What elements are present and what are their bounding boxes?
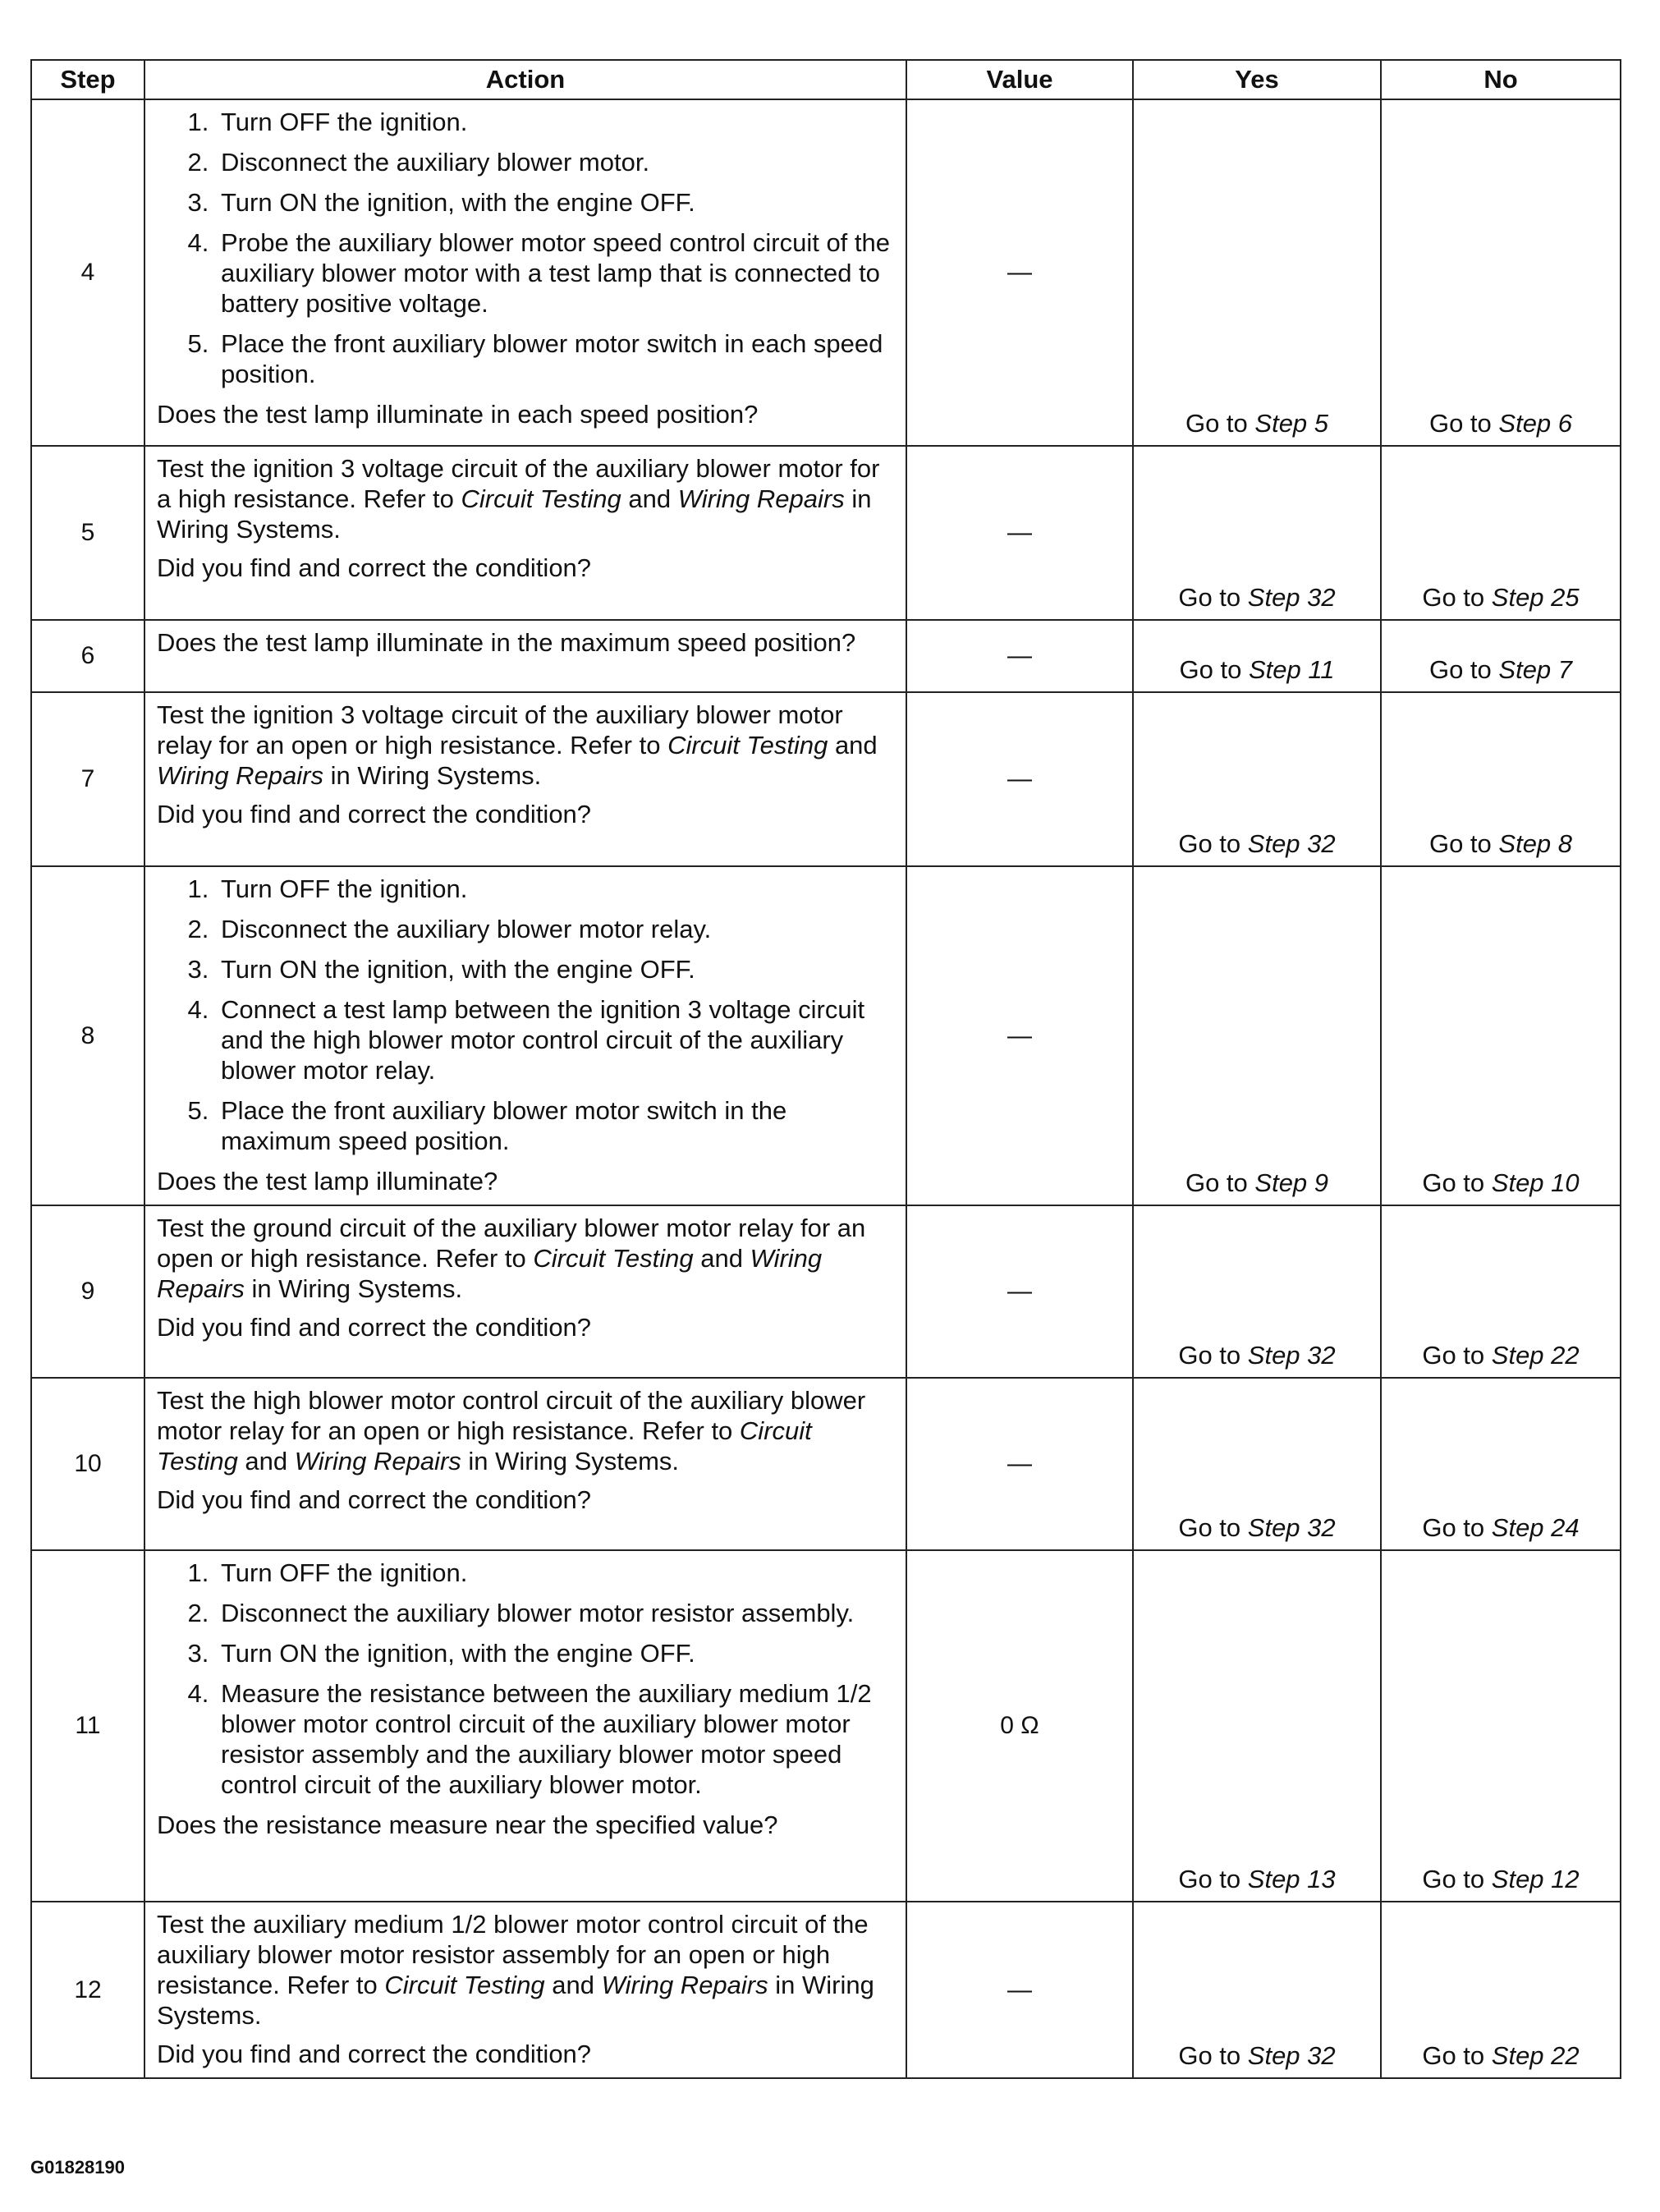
- table-row: [31, 99, 1621, 446]
- no-target-step: Step 10: [1491, 1168, 1580, 1197]
- circuit-testing-reference: Circuit Testing: [667, 731, 828, 760]
- action-question: Does the test lamp illuminate in the maximum speed position?: [157, 628, 856, 657]
- circuit-testing-reference: Circuit Testing: [157, 1416, 812, 1475]
- action-step-list: [157, 874, 894, 1156]
- action-step-item: 1. Turn OFF the ignition.: [216, 1558, 894, 1588]
- yes-cell: [1133, 1378, 1381, 1550]
- table-row: [31, 1205, 1621, 1378]
- action-step-item: 4. Connect a test lamp between the ignition 3 voltage circuit and the high blower motor control circuit of the auxiliary blower motor relay.: [216, 994, 894, 1085]
- no-cell: [1381, 1902, 1621, 2078]
- description-text: in Wiring Systems.: [244, 1274, 463, 1303]
- table-row: [31, 692, 1621, 866]
- no-cell: [1381, 1550, 1621, 1902]
- description-text: and: [693, 1244, 750, 1273]
- action-step-item: 3. Turn ON the ignition, with the engine OFF.: [216, 1638, 894, 1668]
- go-to-label: Go to: [1178, 829, 1241, 858]
- table-header-row: [31, 60, 1621, 99]
- step-number: 8: [31, 866, 144, 1205]
- step-number: 11: [31, 1550, 144, 1902]
- go-to-label: Go to: [1428, 409, 1492, 438]
- yes-cell: [1133, 99, 1381, 446]
- action-step-item: 1. Turn OFF the ignition.: [216, 107, 894, 137]
- yes-target-step: Step 11: [1248, 655, 1335, 684]
- no-cell: [1381, 692, 1621, 866]
- yes-target-step: Step 13: [1247, 1865, 1336, 1893]
- yes-cell: [1133, 1550, 1381, 1902]
- action-step-item: 2. Disconnect the auxiliary blower motor resistor assembly.: [216, 1598, 894, 1628]
- action-question: Does the test lamp illuminate in each speed position?: [157, 400, 759, 429]
- description-text: in Wiring Systems.: [461, 1447, 680, 1475]
- action-step-item: 5. Place the front auxiliary blower motor switch in the maximum speed position.: [216, 1095, 894, 1156]
- value-cell: —: [906, 1378, 1133, 1550]
- go-to-label: Go to: [1422, 583, 1485, 612]
- yes-target-step: Step 32: [1247, 1341, 1336, 1370]
- action-cell: [144, 1550, 906, 1902]
- action-question: Does the resistance measure near the specified value?: [157, 1810, 778, 1839]
- no-cell: [1381, 1378, 1621, 1550]
- yes-target-step: Step 32: [1247, 583, 1336, 612]
- yes-cell: [1133, 866, 1381, 1205]
- go-to-label: Go to: [1422, 1513, 1485, 1542]
- no-target-step: Step 24: [1491, 1513, 1580, 1542]
- diagnostic-table-container: [30, 59, 1620, 2079]
- action-cell: [144, 620, 906, 692]
- no-target-step: Step 22: [1491, 2041, 1580, 2070]
- action-step-item: 2. Disconnect the auxiliary blower motor.: [216, 147, 894, 177]
- yes-target-step: Step 9: [1254, 1168, 1329, 1197]
- action-step-item: 5. Place the front auxiliary blower motor switch in each speed position.: [216, 328, 894, 389]
- no-cell: [1381, 446, 1621, 620]
- no-cell: [1381, 620, 1621, 692]
- wiring-repairs-reference: Wiring Repairs: [601, 1971, 768, 1999]
- action-cell: [144, 446, 906, 620]
- no-target-step: Step 8: [1498, 829, 1573, 858]
- value-cell: 0 Ω: [906, 1550, 1133, 1902]
- yes-target-step: Step 32: [1247, 1513, 1336, 1542]
- wiring-repairs-reference: Wiring Repairs: [157, 761, 323, 790]
- table-row: [31, 1550, 1621, 1902]
- action-description: [157, 700, 894, 791]
- no-cell: [1381, 99, 1621, 446]
- action-question: Did you find and correct the condition?: [157, 2040, 592, 2068]
- description-text: in Wiring Systems.: [323, 761, 542, 790]
- table-row: [31, 866, 1621, 1205]
- go-to-label: Go to: [1428, 829, 1492, 858]
- wiring-repairs-reference: Wiring Repairs: [294, 1447, 461, 1475]
- action-cell: [144, 99, 906, 446]
- description-text: in Wiring Systems.: [157, 1971, 874, 2030]
- step-number: 10: [31, 1378, 144, 1550]
- go-to-label: Go to: [1422, 2041, 1485, 2070]
- value-cell: —: [906, 446, 1133, 620]
- circuit-testing-reference: Circuit Testing: [384, 1971, 545, 1999]
- header-yes: Yes: [1133, 60, 1381, 99]
- figure-id: G01828190: [30, 2157, 125, 2178]
- header-action: Action: [144, 60, 906, 99]
- go-to-label: Go to: [1422, 1168, 1485, 1197]
- description-text: Test the ground circuit of the auxiliary blower motor relay for an open or high resistance. Refer to: [157, 1214, 866, 1273]
- go-to-label: Go to: [1179, 655, 1242, 684]
- diagnostic-table: [30, 59, 1621, 2079]
- description-text: and: [544, 1971, 602, 1999]
- step-number: 6: [31, 620, 144, 692]
- yes-cell: [1133, 692, 1381, 866]
- description-text: Test the ignition 3 voltage circuit of the auxiliary blower motor for a high resistance. Refer to: [157, 454, 880, 513]
- wiring-repairs-reference: Wiring Repairs: [157, 1244, 823, 1303]
- yes-target-step: Step 32: [1247, 2041, 1336, 2070]
- action-cell: [144, 1205, 906, 1378]
- action-description: [157, 453, 894, 544]
- no-cell: [1381, 1205, 1621, 1378]
- table-row: [31, 620, 1621, 692]
- description-text: Test the auxiliary medium 1/2 blower motor control circuit of the auxiliary blower motor resistor assembly for an open or high resistance. Refer to: [157, 1910, 869, 1999]
- action-step-item: 4. Measure the resistance between the auxiliary medium 1/2 blower motor control circuit of the auxiliary blower motor resistor assembly and the auxiliary blower motor speed control circuit of the auxiliary blower motor.: [216, 1678, 894, 1800]
- action-step-item: 3. Turn ON the ignition, with the engine OFF.: [216, 954, 894, 984]
- action-question: Did you find and correct the condition?: [157, 800, 592, 828]
- action-question: Did you find and correct the condition?: [157, 1485, 592, 1514]
- description-text: and: [828, 731, 878, 760]
- step-number: 9: [31, 1205, 144, 1378]
- yes-cell: [1133, 446, 1381, 620]
- step-number: 12: [31, 1902, 144, 2078]
- go-to-label: Go to: [1178, 1513, 1241, 1542]
- action-description: [157, 1213, 894, 1304]
- value-cell: —: [906, 99, 1133, 446]
- description-text: Test the ignition 3 voltage circuit of the auxiliary blower motor relay for an open or high resistance. Refer to: [157, 700, 843, 760]
- yes-target-step: Step 32: [1247, 829, 1336, 858]
- action-cell: [144, 1902, 906, 2078]
- action-question: Did you find and correct the condition?: [157, 553, 592, 582]
- action-description: [157, 1385, 894, 1476]
- no-target-step: Step 22: [1491, 1341, 1580, 1370]
- go-to-label: Go to: [1178, 1865, 1241, 1893]
- yes-cell: [1133, 1902, 1381, 2078]
- go-to-label: Go to: [1422, 1865, 1485, 1893]
- action-step-list: [157, 107, 894, 389]
- circuit-testing-reference: Circuit Testing: [461, 484, 621, 513]
- step-number: 7: [31, 692, 144, 866]
- action-step-item: 3. Turn ON the ignition, with the engine OFF.: [216, 187, 894, 218]
- header-step: Step: [31, 60, 144, 99]
- value-cell: —: [906, 866, 1133, 1205]
- go-to-label: Go to: [1178, 583, 1241, 612]
- description-text: and: [621, 484, 678, 513]
- value-cell: —: [906, 620, 1133, 692]
- no-target-step: Step 6: [1498, 409, 1573, 438]
- action-step-item: 1. Turn OFF the ignition.: [216, 874, 894, 904]
- value-cell: —: [906, 1902, 1133, 2078]
- table-row: [31, 446, 1621, 620]
- no-target-step: Step 7: [1498, 655, 1573, 684]
- go-to-label: Go to: [1428, 655, 1492, 684]
- value-cell: —: [906, 692, 1133, 866]
- circuit-testing-reference: Circuit Testing: [533, 1244, 694, 1273]
- step-number: 5: [31, 446, 144, 620]
- action-step-item: 4. Probe the auxiliary blower motor speed control circuit of the auxiliary blower motor with a test lamp that is connected to battery positive voltage.: [216, 227, 894, 319]
- go-to-label: Go to: [1178, 2041, 1241, 2070]
- action-description: [157, 1909, 894, 2031]
- yes-cell: [1133, 620, 1381, 692]
- description-text: Test the high blower motor control circuit of the auxiliary blower motor relay for an open or high resistance. Refer to: [157, 1386, 866, 1445]
- yes-target-step: Step 5: [1254, 409, 1329, 438]
- yes-cell: [1133, 1205, 1381, 1378]
- description-text: and: [237, 1447, 295, 1475]
- table-row: [31, 1902, 1621, 2078]
- go-to-label: Go to: [1185, 409, 1248, 438]
- action-question: Did you find and correct the condition?: [157, 1313, 592, 1342]
- action-cell: [144, 692, 906, 866]
- go-to-label: Go to: [1422, 1341, 1485, 1370]
- no-target-step: Step 25: [1491, 583, 1580, 612]
- description-text: in Wiring Systems.: [157, 484, 872, 544]
- action-cell: [144, 866, 906, 1205]
- header-no: No: [1381, 60, 1621, 99]
- header-value: Value: [906, 60, 1133, 99]
- action-step-item: 2. Disconnect the auxiliary blower motor relay.: [216, 914, 894, 944]
- go-to-label: Go to: [1185, 1168, 1248, 1197]
- table-row: [31, 1378, 1621, 1550]
- go-to-label: Go to: [1178, 1341, 1241, 1370]
- value-cell: —: [906, 1205, 1133, 1378]
- step-number: 4: [31, 99, 144, 446]
- action-question: Does the test lamp illuminate?: [157, 1167, 498, 1195]
- action-cell: [144, 1378, 906, 1550]
- action-step-list: [157, 1558, 894, 1800]
- wiring-repairs-reference: Wiring Repairs: [677, 484, 845, 513]
- no-cell: [1381, 866, 1621, 1205]
- no-target-step: Step 12: [1491, 1865, 1580, 1893]
